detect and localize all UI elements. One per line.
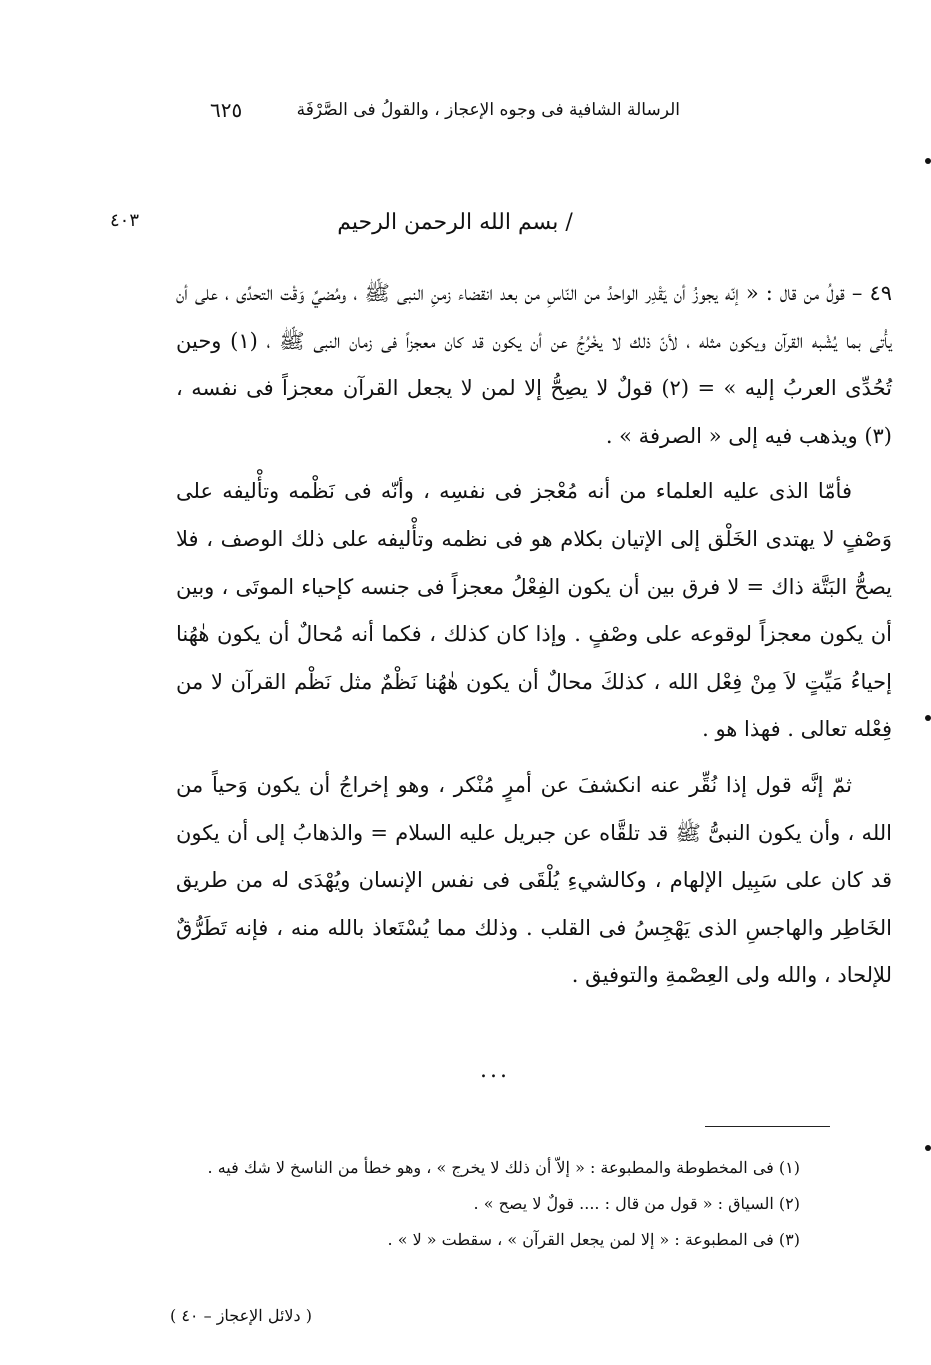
edge-mark-middle bbox=[925, 715, 931, 721]
paragraph-2: فأمّا الذى عليه العلماء من أنه مُعْجز فى نفسِه ، وأنّه فى نَظْمه وتأْليفه على وَصْفٍ لا يهتدى الخَلْق إلى الإتيان بكلام هو فى نظمه وتأْليفه على ذلك الوصف ، فلا يصحُّ البَتَّة ذاك = لا فرق بين أن يكون الفِعْلُ معجزاً فى جنسه كإحياء الموتَى ، وبين أن يكون معجزاً لوقوعه على وصْفٍ . وإذا كان كذلك ، فكما أنه مُحالٌ أن يكون هٰهُنا إحياءُ مَيِّتٍ لاَ مِنْ فِعْل الله ، كذلكَ محالٌ أن يكون هٰهُنا نَظْمٌ مثل نَظْم القرآن لا من فِعْله تعالى . فهذا هو . bbox=[176, 479, 892, 742]
bismillah-heading: / بسم الله الرحمن الرحيم bbox=[337, 210, 573, 235]
footnote-1: (١) فى المخطوطة والمطبوعة : « إلاّ أن ذلك لا يخرج » ، وهو خطأ من الناسخ لا شك فيه . bbox=[207, 1158, 800, 1177]
edge-mark-top bbox=[925, 158, 931, 164]
footnote-2: (٢) السياق : « قول من قال : .... قولٌ لا يصح » . bbox=[473, 1194, 800, 1213]
footnote-3: (٣) فى المطبوعة : « إلا لمن يجعل القرآن » ، سقطت « لا » . bbox=[387, 1230, 800, 1249]
page-number: ٦٢٥ bbox=[210, 98, 243, 122]
paragraph-1: ٤٩ – قولُ من قال : « إنّه يجوزُ أن يَقْدِر الواحدُ من النّاسِ من بعد انقضاء زمنِ النبى ﷺ ، ومُضيِّ وَقْت التحدِّى ، على أن يأْتى بما يُشْبه القرآن ويكون مثله ، لأنّ ذلك لا يخْرُجُ عن أن يكون قد كان معجزاً فى زمان النبى ﷺ ، (١) وحين تُحُدِّى العربُ إليه » = (٢) قولٌ لا يصِحُّ إلا لمن لا يجعل القرآن معجزاً فى نفسه ، (٣) ويذهب فيه إلى « الصرفة » . bbox=[176, 281, 892, 448]
section-separator: ... bbox=[480, 1058, 510, 1083]
edge-mark-bottom bbox=[925, 1145, 931, 1151]
paragraph-3: ثمّ إنَّه قول إذا نُقِّر عنه انكشفَ عن أمرٍ مُنْكر ، وهو إخراجُ أن يكون وَحياً من الله ، وأن يكون النبىُّ ﷺ قد تلقَّاه عن جبريل عليه السلام = والذهابُ إلى أن يكون قد كان على سَبِيل الإلهام ، وكالشيءِ يُلْقَى فى نفس الإنسان ويُهْدَى له من طريق الخَاطِر والهاجسِ الذى يَهْجِسُ فى القلب . وذلك مما يُسْتَعاذ بالله منه ، فإنه تَطَرُّقٌ للإلحاد ، والله ولى العِصْمةِ والتوفيق . bbox=[176, 772, 892, 988]
signature-mark: ( دلائل الإعجاز – ٤٠ ) bbox=[170, 1306, 312, 1325]
margin-page-number: ٤٠٣ bbox=[110, 210, 140, 231]
footnote-divider bbox=[705, 1126, 830, 1127]
running-title: الرسالة الشافية فى وجوه الإعجاز ، والقولُ فى الصَّرْفَة bbox=[296, 100, 680, 120]
body-text bbox=[176, 270, 892, 1008]
footnotes bbox=[170, 1150, 800, 1258]
